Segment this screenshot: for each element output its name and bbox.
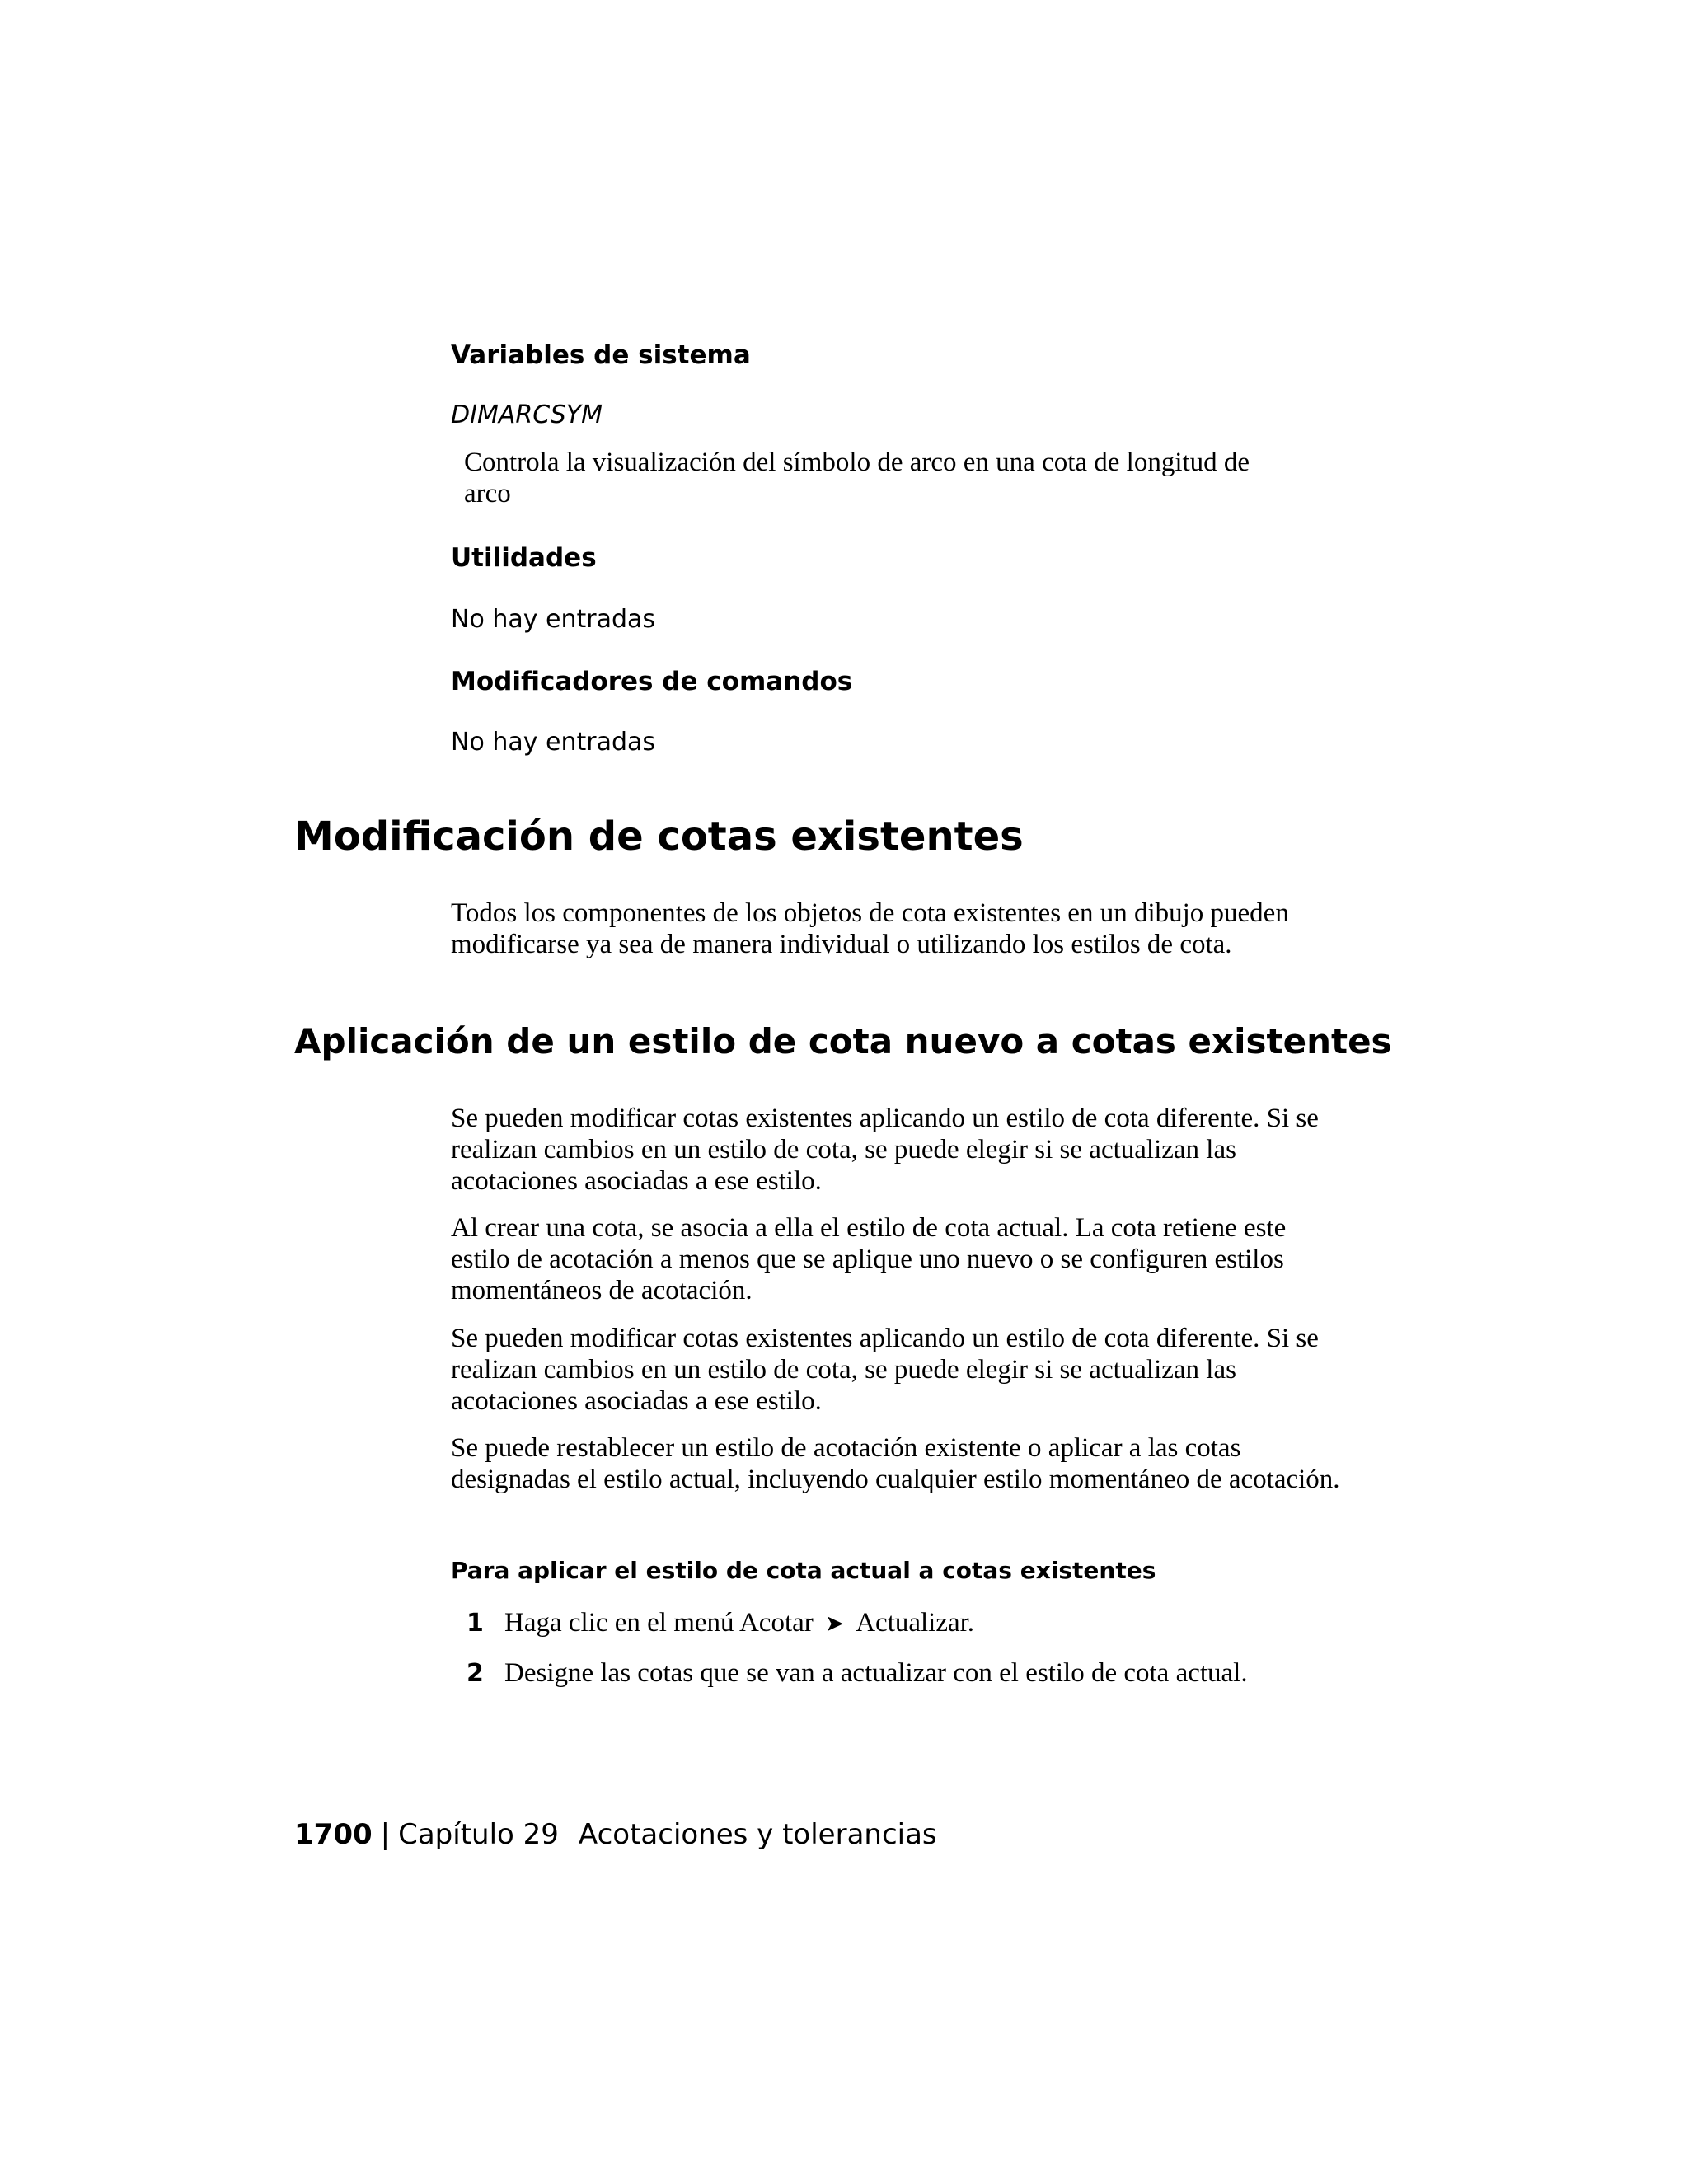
step-text-command: Actualizar.	[856, 1608, 975, 1638]
utilities-heading: Utilidades	[451, 543, 597, 573]
apply-style-heading: Aplicación de un estilo de cota nuevo a cotas existentes	[294, 1021, 1392, 1062]
procedure-step-2	[467, 1657, 1373, 1689]
step-number: 1	[467, 1609, 484, 1638]
page-number: 1700	[294, 1818, 373, 1851]
modifiers-heading: Modificadores de comandos	[451, 667, 853, 696]
modifiers-text: No hay entradas	[451, 728, 656, 757]
sysvar-description-line2: arco	[464, 479, 511, 509]
apply-style-paragraph-4: Se puede restablecer un estilo de acotación existente o aplicar a las cotas designadas el estilo actual, incluyendo cualquier estilo momentáneo de acotación.	[451, 1433, 1340, 1494]
sysvars-heading: Variables de sistema	[451, 340, 751, 370]
step-number: 2	[467, 1659, 484, 1688]
apply-style-paragraph-1: Se pueden modificar cotas existentes aplicando un estilo de cota diferente. Si se realizan cambios en un estilo de cota, se puede elegir si se actualizan las acotaciones asociadas a ese estilo.	[451, 1104, 1319, 1196]
sysvar-description-line1: Controla la visualización del símbolo de arco en una cota de longitud de	[464, 448, 1250, 477]
footer-chapter-title: Acotaciones y tolerancias	[578, 1818, 937, 1851]
procedure-title: Para aplicar el estilo de cota actual a cotas existentes	[451, 1557, 1156, 1584]
sysvar-description	[464, 447, 1371, 509]
page-footer	[294, 1816, 937, 1853]
footer-chapter: Capítulo 29	[398, 1818, 559, 1851]
modify-existing-heading: Modificación de cotas existentes	[294, 813, 1024, 860]
step-text: Designe las cotas que se van a actualizar con el estilo de cota actual.	[504, 1658, 1248, 1688]
apply-style-paragraph-2: Al crear una cota, se asocia a ella el estilo de cota actual. La cota retiene este estilo de acotación a menos que se aplique uno nuevo o se configuren estilos momentáneos de acotación.	[451, 1213, 1287, 1305]
footer-separator: |	[380, 1818, 391, 1851]
procedure-step-1	[467, 1607, 1373, 1640]
modify-existing-paragraph: Todos los componentes de los objetos de cota existentes en un dibujo pueden modificarse ya sea de manera individual o utilizando los estilos de cota.	[451, 898, 1289, 959]
sysvar-term: DIMARCSYM	[451, 401, 603, 429]
menu-arrow-icon: ➤	[824, 1611, 845, 1637]
step-text-menu: Haga clic en el menú Acotar	[504, 1608, 814, 1638]
utilities-text: No hay entradas	[451, 605, 656, 634]
step-text	[504, 1607, 974, 1640]
apply-style-paragraph-3: Se pueden modificar cotas existentes aplicando un estilo de cota diferente. Si se realizan cambios en un estilo de cota, se puede elegir si se actualizan las acotaciones asociadas a ese estilo.	[451, 1324, 1319, 1416]
